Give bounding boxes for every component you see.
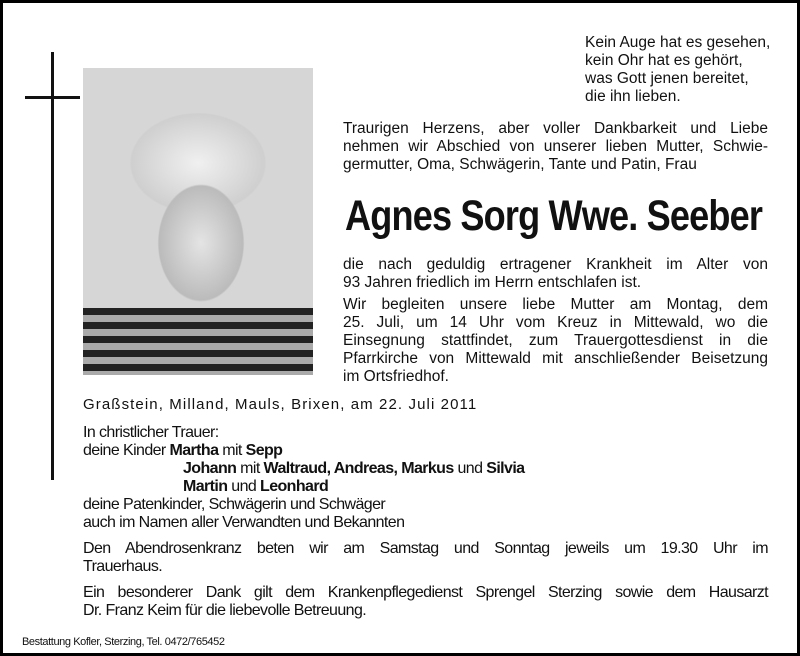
mourners-heading: In christlicher Trauer:: [83, 424, 219, 441]
verse-line: was Gott jenen bereitet,: [585, 70, 749, 87]
text-line: Dr. Franz Keim für die liebevolle Betreuung.: [83, 602, 367, 619]
name: Waltraud, Andreas, Markus: [263, 460, 454, 477]
text-line: die nach geduldig ertragener Krankheit im Alter von: [343, 256, 768, 273]
name: Martin: [183, 478, 228, 495]
name: Leonhard: [260, 478, 329, 495]
text-line: Den Abendrosenkranz beten wir am Samstag und Sonntag jeweils um 19.30 Uhr im: [83, 540, 768, 557]
name: Martha: [169, 442, 219, 459]
text-line: nehmen wir Abschied von unserer lieben Mutter, Schwie-: [343, 138, 768, 155]
text: deine Kinder: [83, 442, 166, 459]
text: mit: [240, 460, 260, 477]
text-line: deine Patenkinder, Schwägerin und Schwäger: [83, 496, 386, 513]
deceased-name: Agnes Sorg Wwe. Seeber: [345, 192, 763, 240]
text-line: 93 Jahren friedlich im Herrn entschlafen ist.: [343, 274, 642, 291]
verse-line: kein Ohr hat es gehört,: [585, 52, 743, 69]
text-line: im Ortsfriedhof.: [343, 368, 449, 385]
text-line: Pfarrkirche von Mittewald mit anschließender Beisetzung: [343, 350, 768, 367]
mourners-row: [83, 442, 282, 460]
text: und: [231, 478, 257, 495]
mourners-row: [183, 460, 524, 478]
text-line: auch im Namen aller Verwandten und Bekannten: [83, 514, 405, 531]
name: Silvia: [486, 460, 525, 477]
name: Johann: [183, 460, 237, 477]
text-line: 25. Juli, um 14 Uhr vom Kreuz in Mittewald, wo die: [343, 314, 768, 331]
text-line: Traurigen Herzens, aber voller Dankbarkeit und Liebe: [343, 120, 768, 137]
mourners-row: [183, 478, 328, 496]
text: und: [457, 460, 483, 477]
text-line: Einsegnung stattfindet, zum Trauergottesdienst in die: [343, 332, 768, 349]
verse-line: die ihn lieben.: [585, 88, 681, 105]
funeral-home-footer: Bestattung Kofler, Sterzing, Tel. 0472/765452: [22, 636, 225, 648]
text: mit: [222, 442, 242, 459]
name: Sepp: [245, 442, 283, 459]
text-line: Ein besonderer Dank gilt dem Krankenpflegedienst Sprengel Sterzing sowie dem Hausarzt: [83, 584, 768, 601]
portrait-photo: [83, 68, 313, 375]
text-line: Wir begleiten unsere liebe Mutter am Montag, dem: [343, 296, 768, 313]
text-line: Trauerhaus.: [83, 558, 163, 575]
verse-line: Kein Auge hat es gesehen,: [585, 34, 771, 51]
place-date: Graßstein, Milland, Mauls, Brixen, am 22. Juli 2011: [83, 396, 478, 413]
text-line: germutter, Oma, Schwägerin, Tante und Patin, Frau: [343, 156, 697, 173]
